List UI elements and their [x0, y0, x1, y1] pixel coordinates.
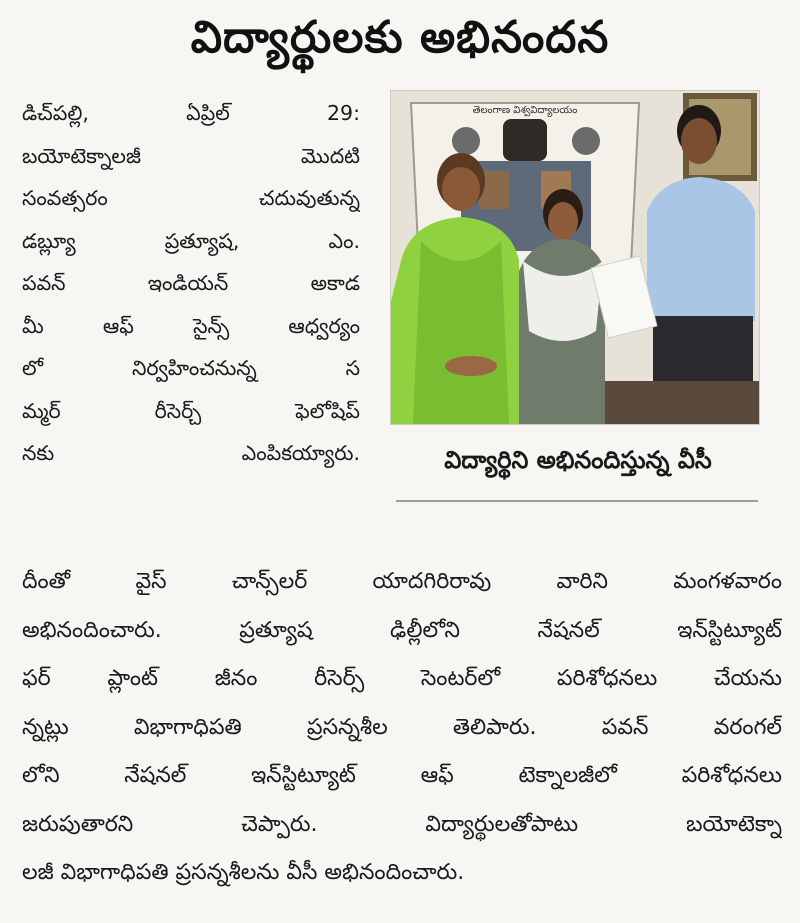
body-line: న్నట్లు విభాగాధిపతి ప్రసన్నశీల తెలిపారు. పవన్ వరంగల్	[22, 714, 782, 740]
body-line: ఫర్ ప్లాంట్ జీనం రీసెర్స్ సెంటర్‌లో పరిశోధనలు చేయను	[22, 666, 782, 691]
body-line: జరుపుతారని చెప్పారు. విద్యార్థులతోపాటు బయోటెక్నా	[22, 811, 782, 837]
headline: విద్యార్థులకు అభినందన	[190, 12, 610, 63]
column-line: సంవత్సరం చదువుతున్న	[22, 186, 360, 210]
photo-illustration	[391, 91, 759, 424]
body-line: అభినందించారు. ప్రత్యూష ఢిల్లీలోని నేషనల్ ఇన్‌స్టిట్యూట్	[22, 617, 782, 643]
news-photo	[390, 90, 760, 425]
column-line: డబ్ల్యూ ప్రత్యూష, ఎం.	[22, 228, 360, 253]
column-line: లో నిర్వహించనున్న స	[22, 356, 360, 380]
column-line: మీ ఆఫ్ సైన్స్ ఆధ్వర్యం	[22, 313, 360, 338]
article-body-text	[22, 558, 782, 898]
body-line: లజీ విభాగాధిపతి ప్రసన్నశీలను వీసీ అభినందించారు.	[22, 860, 465, 885]
body-line: దీంతో వైస్ చాన్స్‌లర్ యాదగిరిరావు వారిని మంగళవారం	[22, 569, 782, 594]
column-line: బయోటెక్నాలజీ మొదటి	[22, 143, 360, 168]
photo-caption: విద్యార్థిని అభినందిస్తున్న వీసీ	[444, 446, 712, 474]
column-line: పవన్ ఇండియన్ అకాడ	[22, 271, 360, 295]
column-line: మ్మర్ రీసెర్చ్ ఫెలోషిప్	[22, 398, 360, 423]
desk	[605, 381, 759, 424]
emblem-text: తెలంగాణ విశ్వవిద్యాలయం	[472, 105, 578, 116]
body-line: లోని నేషనల్ ఇన్‌స్టిట్యూట్ ఆఫ్ టెక్నాలజీలో పరిశోధనలు	[22, 763, 782, 788]
caption-divider	[396, 500, 758, 502]
column-line: నకు ఎంపికయ్యారు.	[22, 441, 360, 465]
column-line: డిచ్‌పల్లి, ఏప్రిల్ 29:	[22, 101, 360, 125]
article-column-text	[22, 92, 360, 475]
